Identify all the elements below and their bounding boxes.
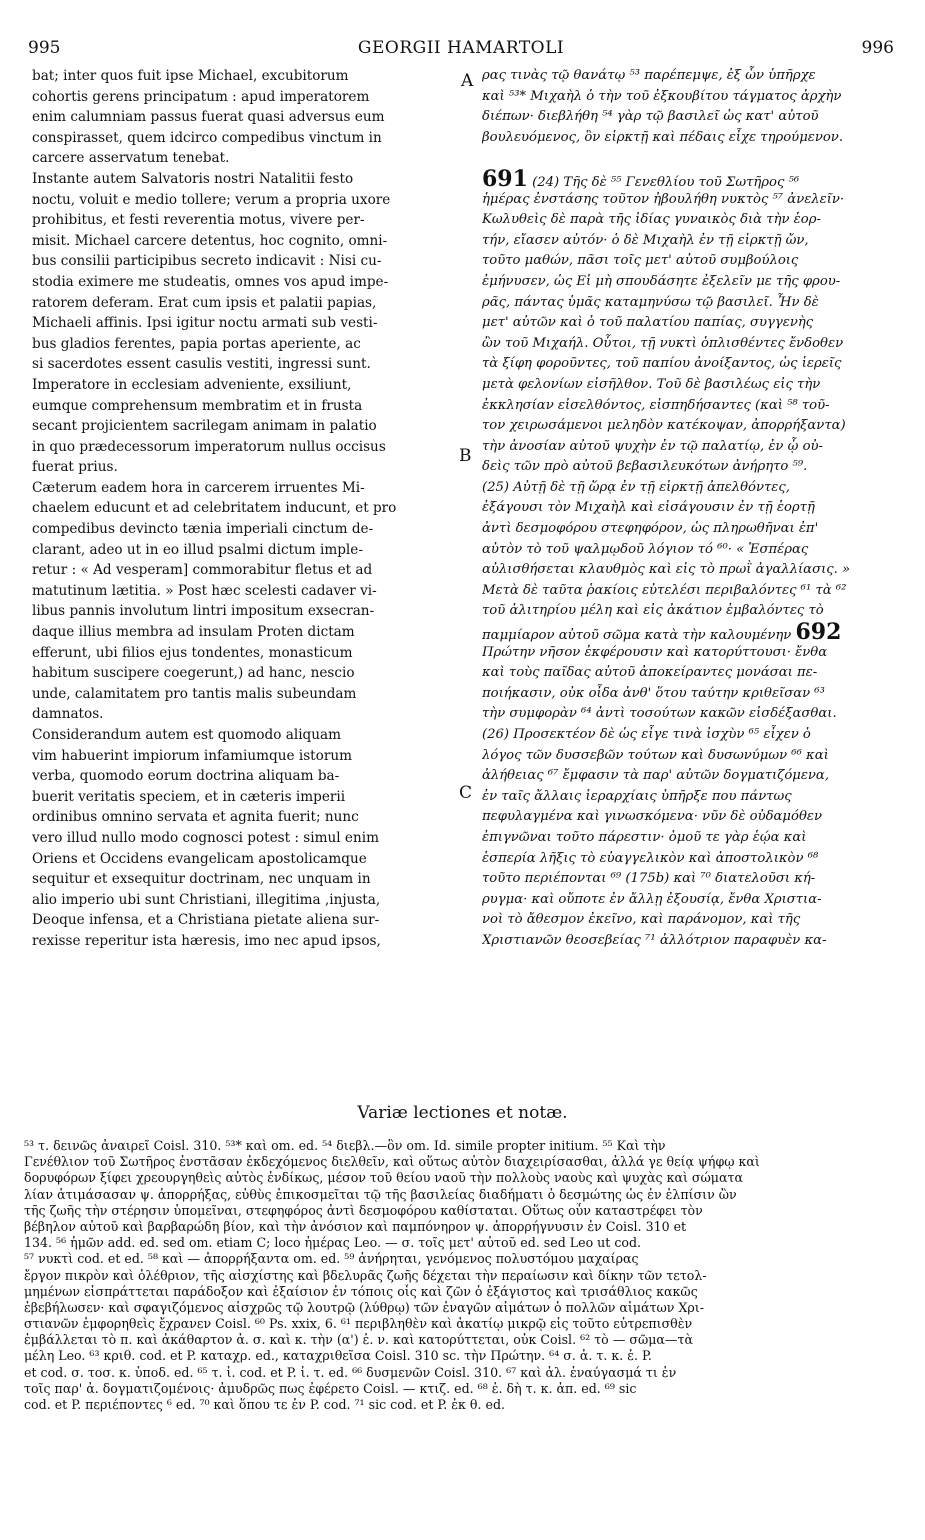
latin-text-line: misit. Michael carcere detentus, hoc cognito, omni-	[32, 232, 388, 249]
latin-text-line: unde, calamitatem pro tantis malis subeundam	[32, 685, 357, 702]
latin-text-line: buerit veritatis speciem, et in cæteris imperii	[32, 788, 346, 805]
greek-text-line: τὰ ξίφη φοροῦντες, τοῦ παπίου ἀνοίξαντος, ὡς ἱερεῖς	[482, 356, 842, 372]
latin-text-line: clarant, adeo ut in eo illud psalmi dictum imple-	[32, 541, 363, 558]
greek-text-line: λόγος τῶν δυσσεβῶν τούτων καὶ δυσωνύμων ⁶⁶ καὶ	[482, 747, 829, 763]
note-line: στιανῶν ἐμφορηθεὶς ἔχρανεν Coisl. ⁶⁰ Ps. xxix, 6. ⁶¹ περιβληθὲν καὶ ἀκατίῳ μικρῷ εἰς τοῦτο εὐτρεπισθὲν	[24, 1316, 693, 1332]
greek-text-line: ἐξάγουσι τὸν Μιχαὴλ καὶ εἰσάγουσιν ἐν τῇ ἑορτῇ	[482, 500, 815, 516]
notes-heading: Variæ lectiones et notæ.	[357, 1103, 568, 1123]
greek-text-line: τήν, εἴασεν αὐτόν· ὁ δὲ Μιχαὴλ ἐν τῇ εἱρκτῇ ὤν,	[482, 232, 809, 248]
note-line: ⁵³ τ. δεινῶς ἀναιρεῖ Coisl. 310. ⁵³* καὶ om. ed. ⁵⁴ διεβλ.—ὃν om. Id. simile propter initium. ⁵⁵ Καὶ τὴν	[24, 1138, 666, 1153]
greek-text-line: μετ' αὐτῶν καὶ ὁ τοῦ παλατίου παπίας, συγγενὴς	[482, 315, 814, 331]
latin-text-line: Oriens et Occidens evangelicam apostolicamque	[32, 850, 367, 867]
latin-text-line: carcere asservatum tenebat.	[32, 150, 230, 167]
latin-text-line: Considerandum autem est quomodo aliquam	[32, 727, 341, 743]
notes-block	[24, 1138, 894, 1413]
latin-text-line: bus consilii participibus secreto indicavit : Nisi cu-	[32, 253, 382, 270]
greek-text-line: ἀντὶ δεσμοφόρου στεφηφόρον, ὡς πληρωθῆναι ἐπ'	[482, 521, 819, 537]
greek-text-line: Πρώτην νῆσον ἐκφέρουσιν καὶ κατορύττουσι· ἔνθα	[482, 644, 828, 660]
greek-text-line: (26) Προσεκτέον δὲ ὡς εἶγε τινὰ ἰσχὺν ⁶⁵ εἶχεν ὁ	[482, 727, 811, 742]
greek-text-line: ποιήκασιν, οὐκ οἶδα ἀνθ' ὅτου ταύτην κριθεῖσαν ⁶³	[482, 685, 825, 701]
note-line: μέλη Leo. ⁶³ κριθ. cod. et P. καταχρ. ed., καταχριθεῖσα Coisl. 310 sc. τὴν Πρώτην. ⁶⁴ σ. ἀ. τ. κ. ἐ. P.	[24, 1348, 652, 1364]
greek-text-line: αὐτὸν τὸ τοῦ ψαλμῳδοῦ λόγιον τό ⁶⁰· « Ἑσπέρας	[482, 541, 809, 557]
page-number-left: 995	[28, 38, 61, 58]
note-line: Γενέθλιον τοῦ Σωτῆρος ἐνστᾶσαν ἐκδεχόμενος διελθεῖν, καὶ οὕτως αὐτὸν διαχειρίσασθαι, ἀλλά γε θείᾳ ψήφῳ καὶ	[24, 1154, 760, 1170]
greek-text-line: Κωλυθεὶς δὲ παρὰ τῆς ἰδίας γυναικὸς διὰ τὴν ἑορ-	[482, 212, 821, 228]
latin-text-line: compedibus devincto tænia imperiali cinctum de-	[32, 521, 374, 538]
greek-text-line: ρας τινὰς τῷ θανάτῳ ⁵³ παρέπεμψε, ἐξ ὧν ὑπῆρχε	[482, 68, 816, 83]
greek-text-line: ἡμέρας ἐνστάσης τοῦτον ἠβουλήθη νυκτὸς ⁵⁷ ἀνελεῖν·	[482, 191, 845, 207]
greek-text-line: τοῦτο μαθών, πᾶσι τοῖς μετ' αὐτοῦ συμβούλοις	[482, 253, 799, 269]
greek-text-line: ὢν τοῦ Μιχαήλ. Οὗτοι, τῇ νυκτὶ ὁπλισθέντες ἔνδοθεν	[482, 335, 844, 351]
latin-text-line: stodia eximere me studeatis, omnes vos apud impe-	[32, 273, 389, 290]
note-line: τῆς ζωῆς τὴν στέρησιν ὑπομεῖναι, στεφηφόρος ἀντὶ δεσμοφόρου καθίσταται. Οὕτως οὖν καταστρέφει τὸν	[24, 1202, 703, 1218]
greek-text-line: πεφυλαγμένα καὶ γινωσκόμενα· νῦν δὲ οὐδαμόθεν	[482, 809, 822, 825]
greek-text-line: νοὶ τὸ ἄθεσμον ἐκεῖνο, καὶ παράνομον, καὶ τῆς	[482, 912, 801, 928]
greek-text-line: καὶ τοὺς παῖδας αὐτοῦ ἀποκείραντες μονάσαι πε-	[482, 665, 818, 681]
greek-text-line: μετὰ φελονίων εἰσῆλθον. Τοῦ δὲ βασιλέως εἰς τὴν	[482, 376, 821, 392]
greek-text-line: ἐμήνυσεν, ὡς Εἰ μὴ σπουδάσητε ἐξελεῖν με τῆς φρου-	[482, 273, 841, 289]
greek-text-line: ἐν ταῖς ἄλλαις ἱεραρχίαις ὑπῆρξε που πάντως	[482, 788, 792, 804]
greek-text-line: ἐκκλησίαν εἰσελθόντος, εἰσπηδήσαντες (καὶ ⁵⁸ τοῦ-	[482, 397, 830, 413]
latin-text-line: Michaeli affinis. Ipsi igitur noctu armati sub vesti-	[32, 315, 378, 332]
note-line: et cod. σ. τοσ. κ. ὑποδ. ed. ⁶⁵ τ. ἰ. cod. et P. ἰ. τ. ed. ⁶⁶ δυσμενῶν Coisl. 310. ⁶⁷ καὶ ἀλ. ἐναύγασμά τι ἐν	[24, 1364, 677, 1380]
greek-text-line: δεὶς τῶν πρὸ αὐτοῦ βεβασιλευκότων ἀνήρητο ⁵⁹.	[482, 459, 808, 475]
latin-text-line: vim habuerint impiorum infamiumque istorum	[32, 747, 352, 764]
latin-text-line: libus pannis involutum lintri impositum exsecran-	[32, 603, 375, 620]
latin-text-line: Cæterum eadem hora in carcerem irruentes Mi-	[32, 479, 365, 496]
page-header	[28, 38, 894, 62]
latin-text-line: chaelem educunt et ad celebritatem inducunt, et pro	[32, 500, 397, 517]
greek-text-line: ρυγμα· καὶ οὔποτε ἐν ἄλλῃ ἐξουσίᾳ, ἔνθα Χριστια-	[482, 891, 822, 907]
latin-text-line: bus gladios ferentes, papia portas aperiente, ac	[32, 335, 361, 352]
greek-text-line: καὶ ⁵³* Μιχαὴλ ὁ τὴν τοῦ ἐξκουβίτου τάγματος ἀρχὴν	[482, 88, 842, 104]
note-line: 134. ⁵⁶ ἡμῶν add. ed. sed om. etiam C; loco ἡμέρας Leo. — σ. τοῖς μετ' αὐτοῦ ed. sed Leo ut cod.	[24, 1235, 642, 1251]
latin-text-line: vero illud nullo modo cognosci potest : simul enim	[32, 829, 379, 846]
latin-text-line: retur : « Ad vesperam] commorabitur fletus et ad	[32, 562, 373, 579]
latin-text-line: matutinum lætitia. » Post hæc scelesti cadaver vi-	[32, 582, 377, 599]
greek-text-line: παμμίαρον αὐτοῦ σῶμα κατὰ τὴν καλουμένην 692	[482, 622, 894, 643]
greek-text-line: Μετὰ δὲ ταῦτα ῥακίοις εὐτελέσι περιβαλόντες ⁶¹ τὰ ⁶²	[482, 582, 847, 598]
latin-text-line: ratorem deferam. Erat cum ipsis et palatii papias,	[32, 294, 377, 311]
note-line: ⁵⁷ νυκτὶ cod. et ed. ⁵⁸ καὶ — ἀπορρήξαντα om. ed. ⁵⁹ ἀνήρηται, γενόμενος πολυστόμου μαχαίρας	[24, 1251, 639, 1267]
latin-text-line: efferunt, ubi filios ejus tondentes, monasticum	[32, 644, 353, 661]
greek-text-line: 691 (24) Τῆς δὲ ⁵⁵ Γενεθλίου τοῦ Σωτῆρος ⁵⁶	[482, 169, 894, 190]
note-line: ἐβεβήλωσεν· καὶ σφαγιζόμενος αἰσχρῶς τῷ λουτρῷ (λύθρῳ) τῶν ἐναγῶν αἱμάτων ὁ πολλῶν αἱμάτων Χρι-	[24, 1299, 704, 1315]
column-number: 691	[482, 168, 528, 190]
note-line: λίαν ἀτιμάσασαν ψ. ἀπορρήξας, εὐθὺς ἐπικοσμεῖται τῷ τῆς βασιλείας διαδήματι ὁ δεσμώτης ὡς ἐν ἐλπίσιν ὢν	[24, 1186, 737, 1202]
margin-marker-a: A	[461, 71, 474, 91]
latin-text-line: rexisse reperitur ista hæresis, imo nec apud ipsos,	[32, 932, 381, 949]
greek-text-line: τοῦτο περιέπονται ⁶⁹ (175b) καὶ ⁷⁰ διατελοῦσι κή-	[482, 871, 816, 887]
latin-text-line: verba, quomodo eorum doctrina aliquam ba-	[32, 768, 340, 785]
latin-text-line: Instante autem Salvatoris nostri Natalitii festo	[32, 170, 354, 187]
note-line: δορυφόρων ξίφει χρεουργηθεὶς αὐτὸς ἐνδίκως, μέσον τοῦ θείου ναοῦ τὴν πολλοὺς ναοὺς καὶ ψυχὰς καὶ σώματα	[24, 1170, 743, 1186]
greek-text-line	[482, 148, 894, 169]
latin-text-line: bat; inter quos fuit ipse Michael, excubitorum	[32, 68, 349, 84]
greek-column	[482, 66, 894, 952]
greek-text-line: ἐπιγνῶναι τοῦτο πάρεστιν· ὁμοῦ τε γὰρ ἑῴα καὶ	[482, 829, 807, 845]
greek-text-line: (25) Αὐτῇ δὲ τῇ ὥρᾳ ἐν τῇ εἱρκτῇ ἀπελθόντες,	[482, 479, 790, 495]
note-line: τοῖς παρ' ἀ. δογματιζομένοις· ἀμυδρῶς πως ἐφέρετο Coisl. — κτιζ. ed. ⁶⁸ ἐ. δὴ τ. κ. ἀπ. ed. ⁶⁹ sic	[24, 1380, 637, 1396]
latin-text-line: si sacerdotes essent casulis vestiti, ingressi sunt.	[32, 356, 371, 373]
margin-marker-c: C	[459, 783, 473, 803]
running-title: GEORGII HAMARTOLI	[357, 38, 565, 58]
margin-marker-b: B	[459, 446, 472, 466]
greek-text-line: τὴν συμφορὰν ⁶⁴ ἀντὶ τοσούτων κακῶν εἰσδέξασθαι.	[482, 706, 837, 722]
note-line: cod. et P. περιέποντες ⁶ ed. ⁷⁰ καὶ ὅπου τε ἐν P. cod. ⁷¹ sic cod. et P. ἐκ θ. ed.	[24, 1397, 506, 1412]
greek-text-line: τον χειρωσάμενοι μεληδὸν κατέκοψαν, ἀπορρήξαντα)	[482, 418, 846, 434]
latin-text-line: damnatos.	[32, 706, 104, 723]
latin-text-line: daque illius membra ad insulam Proten dictam	[32, 624, 355, 641]
page-number-right: 996	[861, 38, 894, 58]
note-line: μημένων εἰσπράττεται παράδοξον καὶ ἐξαίσιον ἐν τόποις οἷς καὶ ζῶν ὁ ἐξάγιστος καὶ τρισάθλιος κακῶς	[24, 1283, 698, 1299]
latin-text-line: Deoque infensa, et a Christiana pietate aliena sur-	[32, 912, 380, 929]
latin-text-line: Imperatore in ecclesiam adveniente, exsiliunt,	[32, 376, 352, 393]
latin-text-line: noctu, voluit e medio tollere; verum a propria uxore	[32, 191, 391, 208]
latin-text-line: alio imperio ubi sunt Christiani, illegitima ,injusta,	[32, 891, 381, 908]
note-line: ἔργον πικρὸν καὶ ὀλέθριον, τῆς αἰσχίστης καὶ βδελυρᾶς ζωῆς δέχεται τὴν περαίωσιν καὶ δίκην τῶν τετολ-	[24, 1267, 707, 1283]
latin-text-line: habitum suscipere coegerunt,) ad hanc, nescio	[32, 665, 355, 682]
latin-text-line: prohibitus, et festi reverentia motus, vivere per-	[32, 212, 365, 229]
greek-text-line: τὴν ἀνοσίαν αὐτοῦ ψυχὴν ἐν τῷ παλατίῳ, ἐν ᾧ οὐ-	[482, 438, 823, 454]
greek-text-line: ρᾶς, πάντας ὑμᾶς καταμηνύσω τῷ βασιλεῖ. Ἦν δὲ	[482, 294, 819, 310]
column-number: 692	[795, 622, 842, 643]
greek-text-line: αὐλισθήσεται κλαυθμὸς καὶ εἰς τὸ πρωῒ ἀγαλλίασις. »	[482, 562, 851, 578]
note-line: ἐμβάλλεται τὸ π. καὶ ἀκάθαρτον ἀ. σ. καὶ κ. τὴν (α') ἐ. ν. καὶ κατορύττεται, οὐκ Coisl. ⁶² τὸ — σῶμα—τὰ	[24, 1332, 693, 1348]
latin-text-line: in quo prædecessorum imperatorum nullus occisus	[32, 438, 386, 455]
latin-text-line: ordinibus omnino servata et agnita fuerit; nunc	[32, 809, 359, 826]
latin-text-line: eumque comprehensum membratim et in frusta	[32, 397, 363, 414]
greek-text-line: ἑσπερία λῆξις τὸ εὐαγγελικὸν καὶ ἀποστολικὸν ⁶⁸	[482, 850, 819, 866]
latin-text-line: sequitur et exsequitur doctrinam, nec unquam in	[32, 871, 371, 888]
greek-text-line: βουλευόμενος, ὃν εἱρκτῇ καὶ πέδαις εἶχε τηρούμενον.	[482, 129, 844, 145]
note-line: βέβηλον αὐτοῦ καὶ βαρβαρώδη βίον, καὶ τὴν ἀνόσιον καὶ παμπόνηρον ψ. ἀπορρήγνυσιν ἐν Coisl. 310 et	[24, 1218, 687, 1234]
greek-text-line: ἀλήθειας ⁶⁷ ἔμφασιν τὰ παρ' αὐτῶν δογματιζόμενα,	[482, 768, 830, 784]
greek-text-line: τοῦ ἀλιτηρίου μέλη καὶ εἰς ἀκάτιον ἐμβαλόντες τὸ	[482, 603, 824, 619]
latin-text-line: secant projicientem sacrilegam animam in palatio	[32, 418, 377, 435]
latin-text-line: conspirasset, quem idcirco compedibus vinctum in	[32, 129, 382, 146]
greek-text-line: διέπων· διεβλήθη ⁵⁴ γὰρ τῷ βασιλεῖ ὡς κατ' αὐτοῦ	[482, 109, 819, 125]
greek-text-line: Χριστιανῶν θεοσεβείας ⁷¹ ἀλλότριον παραφυὲν κα-	[482, 932, 827, 948]
latin-text-line: fuerat prius.	[32, 459, 118, 476]
latin-text-line: enim calumniam passus fuerat quasi adversus eum	[32, 109, 385, 126]
latin-column	[32, 66, 456, 952]
latin-text-line: cohortis gerens principatum : apud imperatorem	[32, 88, 370, 105]
